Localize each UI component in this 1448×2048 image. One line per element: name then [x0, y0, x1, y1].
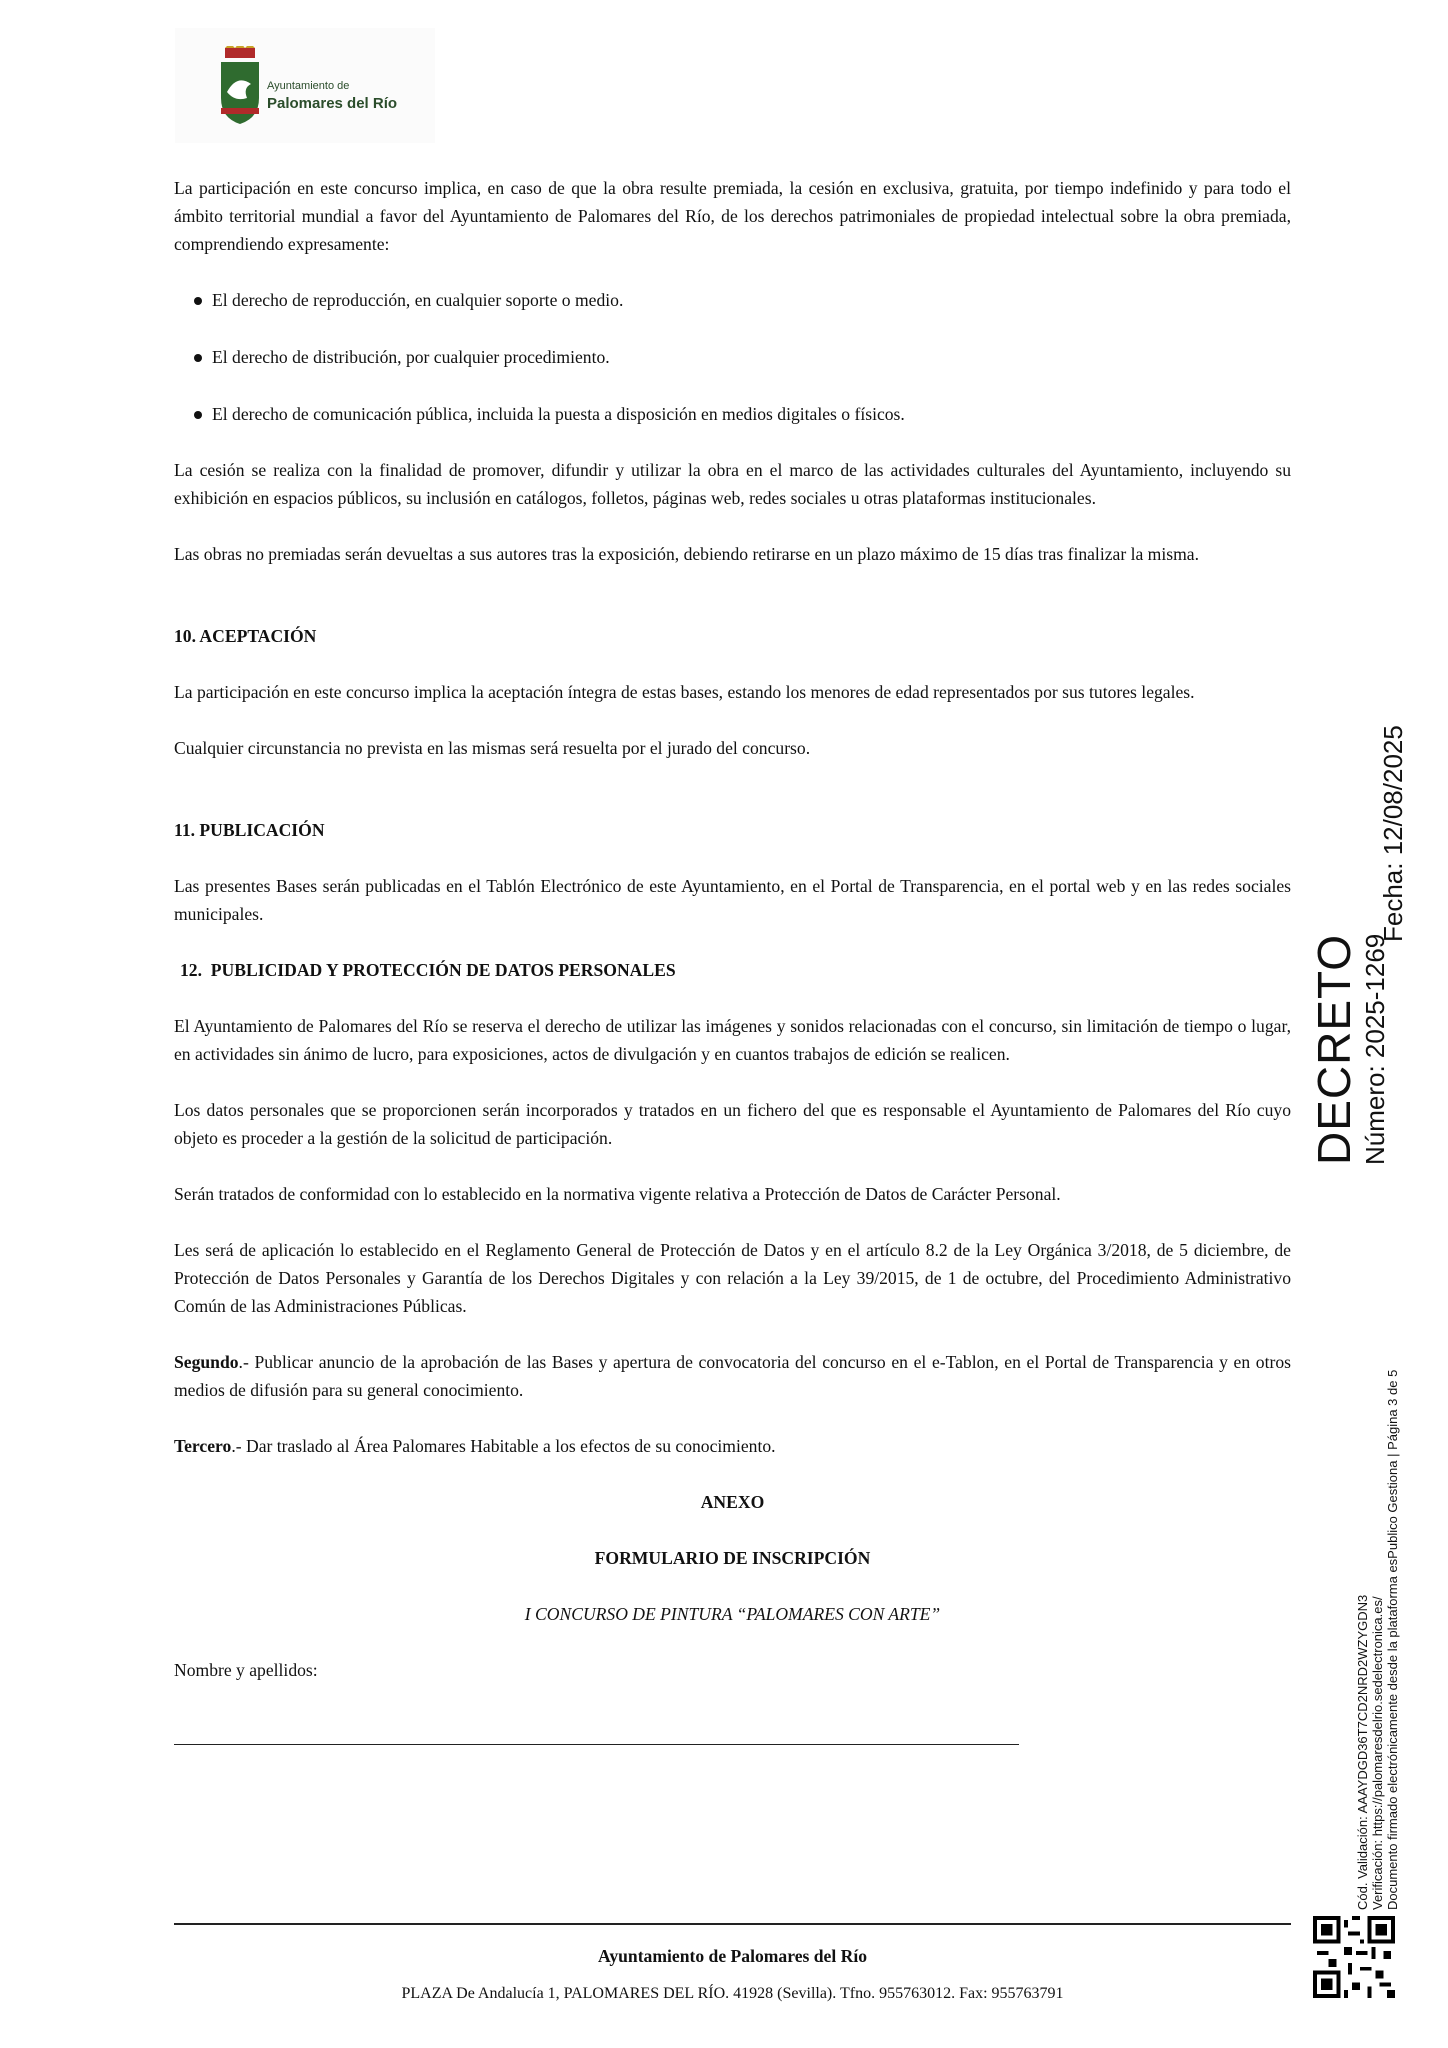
name-label: Nombre y apellidos: — [174, 1660, 318, 1680]
decree-stamp — [1308, 745, 1428, 1165]
section-12-title: PUBLICIDAD Y PROTECCIÓN DE DATOS PERSONALES — [210, 960, 676, 980]
name-input-line[interactable] — [174, 1708, 1019, 1745]
signature-note: Documento firmado electrónicamente desde la plataforma esPublico Gestiona | Página 3 de 5 — [1385, 1369, 1400, 1910]
cesion-paragraph: La cesión se realiza con la finalidad de promover, difundir y utilizar la obra en el marco de las actividades culturales del Ayuntamiento, incluyendo su exhibición en espacios públicos, su inclusión en catálogos, folletos, páginas web, redes sociales u otras plataformas institucionales. — [174, 460, 1291, 508]
segundo-paragraph — [174, 1348, 1291, 1404]
segundo-label: Segundo — [174, 1352, 239, 1372]
section-12-heading — [180, 956, 1291, 984]
bullet-icon — [194, 354, 202, 362]
section-11-paragraph-1: Las presentes Bases serán publicadas en el Tablón Electrónico de este Ayuntamiento, en el Portal de Transparencia, en el portal web y en las redes sociales municipales. — [174, 876, 1291, 924]
qr-code-icon — [1313, 1916, 1395, 1998]
section-12-paragraph-2: Los datos personales que se proporcionen serán incorporados y tratados en un fichero del que es responsable el Ayuntamiento de Palomares del Río cuyo objeto es proceder a la gestión de la solicitud de participación. — [174, 1100, 1291, 1148]
coat-of-arms-icon — [217, 46, 263, 126]
tercero-label: Tercero — [174, 1436, 232, 1456]
section-12-paragraph-1: El Ayuntamiento de Palomares del Río se reserva el derecho de utilizar las imágenes y sonidos relacionadas con el concurso, sin limitación de tiempo o lugar, en actividades sin ánimo de lucro, para exposiciones, actos de divulgación y en cuantos trabajos de edición se realicen. — [174, 1016, 1291, 1064]
section-12-paragraph-4: Les será de aplicación lo establecido en el Reglamento General de Protección de Datos y en el artículo 8.2 de la Ley Orgánica 3/2018, de 5 diciembre, de Protección de Datos Personales y Garantía de los Derechos Digitales y con relación a la Ley 39/2015, de 1 de octubre, del Procedimiento Administrativo Común de las Administraciones Públicas. — [174, 1240, 1291, 1316]
tercero-text: .- Dar traslado al Área Palomares Habitable a los efectos de su conocimiento. — [231, 1436, 776, 1456]
footer-address: PLAZA De Andalucía 1, PALOMARES DEL RÍO. 41928 (Sevilla). Tfno. 955763012. Fax: 955763791 — [401, 1985, 1064, 2002]
bullet-icon — [194, 297, 202, 305]
validation-info — [1355, 1290, 1400, 1910]
section-12-paragraph-3: Serán tratados de conformidad con lo establecido en la normativa vigente relativa a Protección de Datos de Carácter Personal. — [174, 1184, 1061, 1204]
municipal-logo — [175, 28, 435, 143]
document-body — [174, 174, 1291, 1745]
footer-organization: Ayuntamiento de Palomares del Río — [597, 1946, 868, 1966]
decree-date: Fecha: 12/08/2025 — [1378, 725, 1408, 942]
form-title: FORMULARIO DE INSCRIPCIÓN — [594, 1548, 871, 1568]
decree-label: DECRETO — [1308, 933, 1360, 1165]
section-12-number: 12. — [180, 960, 202, 980]
annex-title: ANEXO — [700, 1492, 765, 1512]
verification-url[interactable]: Verificación: https://palomaresdelrio.sedelectronica.es/ — [1370, 1596, 1385, 1910]
contest-title: I CONCURSO DE PINTURA “PALOMARES CON ARTE” — [524, 1604, 941, 1624]
footer-divider — [174, 1923, 1291, 1925]
decree-number: Número: 2025-1269 — [1360, 933, 1390, 1165]
rights-list — [174, 286, 1291, 428]
section-11-heading: 11. PUBLICACIÓN — [174, 820, 325, 840]
list-item: El derecho de comunicación pública, incluida la puesta a disposición en medios digitales o físicos. — [194, 400, 1291, 428]
section-10-paragraph-1: La participación en este concurso implica la aceptación íntegra de estas bases, estando los menores de edad representados por sus tutores legales. — [174, 682, 1195, 702]
bullet-icon — [194, 411, 202, 419]
logo-text-line2: Palomares del Río — [267, 95, 398, 112]
list-item: El derecho de reproducción, en cualquier soporte o medio. — [194, 286, 1291, 314]
section-10-heading: 10. ACEPTACIÓN — [174, 626, 317, 646]
intro-paragraph: La participación en este concurso implica, en caso de que la obra resulte premiada, la cesión en exclusiva, gratuita, por tiempo indefinido y para todo el ámbito territorial mundial a favor del Ayuntamiento de Palomares del Río, de los derechos patrimoniales de propiedad intelectual sobre la obra premiada, comprendiendo expresamente: — [174, 178, 1291, 254]
logo-text-line1: Ayuntamiento de — [267, 80, 350, 92]
tercero-paragraph — [174, 1432, 1291, 1460]
section-10-paragraph-2: Cualquier circunstancia no prevista en las mismas será resuelta por el jurado del concurso. — [174, 738, 811, 758]
segundo-text: .- Publicar anuncio de la aprobación de las Bases y apertura de convocatoria del concurso en el e-Tablon, en el Portal de Transparencia y en otros medios de difusión para su general conocimiento. — [174, 1352, 1291, 1400]
list-item: El derecho de distribución, por cualquier procedimiento. — [194, 343, 1291, 371]
validation-code: Cód. Validación: AAAYDGD36T7CD2NRD2WZYGDN3 — [1355, 1594, 1370, 1910]
no-premiadas-paragraph: Las obras no premiadas serán devueltas a sus autores tras la exposición, debiendo retirarse en un plazo máximo de 15 días tras finalizar la misma. — [174, 544, 1199, 564]
